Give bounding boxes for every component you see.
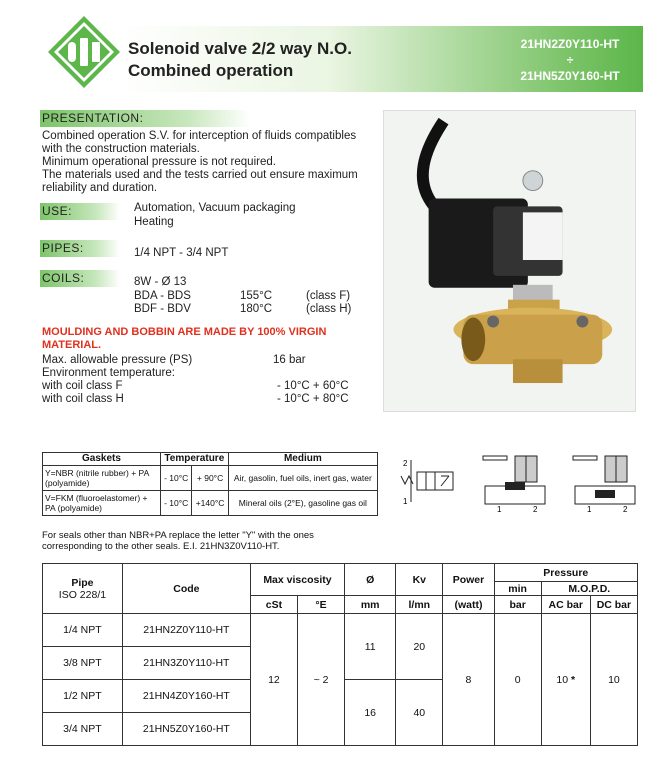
gaskets-table bbox=[42, 452, 378, 516]
material-warning bbox=[42, 326, 326, 352]
gasket-cell: Y=NBR (nitrile rubber) + PA (polyamide) bbox=[43, 466, 161, 491]
code-separator: ÷ bbox=[566, 53, 574, 67]
medium-header: Medium bbox=[228, 453, 377, 466]
presentation-line: with the construction materials. bbox=[42, 143, 200, 155]
pipe-cell: 1/2 NPT bbox=[43, 680, 123, 713]
coil-row-name: BDA - BDS bbox=[134, 290, 191, 302]
note-line-1: For seals other than NBR+PA replace the letter "Y" with the ones bbox=[42, 530, 314, 541]
code-cell: 21HN3Z0Y110-HT bbox=[122, 647, 250, 680]
tmax-cell: + 90°C bbox=[192, 466, 228, 491]
pipes-value: 1/4 NPT - 3/4 NPT bbox=[134, 247, 229, 259]
ac-footnote-marker: * bbox=[570, 673, 576, 686]
min-header: min bbox=[494, 582, 541, 596]
section-diagram-off bbox=[475, 452, 555, 512]
coil-row-name: BDF - BDV bbox=[134, 303, 191, 315]
port-2-label: 2 bbox=[533, 505, 538, 512]
tmax-cell: +140°C bbox=[192, 491, 228, 516]
pipe-cell: 3/8 NPT bbox=[43, 647, 123, 680]
use-line-1: Automation, Vacuum packaging bbox=[134, 202, 296, 214]
gaskets-header: Gaskets bbox=[43, 453, 161, 466]
code-range bbox=[510, 36, 630, 84]
coils-line-1: 8W - Ø 13 bbox=[134, 276, 187, 288]
section-use: USE: bbox=[40, 203, 120, 220]
kv-cell: 20 bbox=[396, 614, 443, 680]
presentation-line: The materials used and the tests carried out ensure maximum bbox=[42, 169, 358, 181]
note-line-2: corresponding to the other seals. E.I. 21HN3Z0V110-HT. bbox=[42, 541, 280, 552]
coil-row-temp: 155°C bbox=[240, 290, 273, 302]
dc-cell: 10 bbox=[590, 614, 637, 746]
pipe-cell: 3/4 NPT bbox=[43, 713, 123, 746]
gasket-cell: V=FKM (fluoroelastomer) + PA (polyamide) bbox=[43, 491, 161, 516]
code-cell: 21HN4Z0Y160-HT bbox=[122, 680, 250, 713]
port-1-label: 1 bbox=[497, 505, 502, 512]
section-diagram-on bbox=[565, 452, 645, 512]
diameter-header: Ø bbox=[345, 564, 396, 596]
kv-header: Kv bbox=[396, 564, 443, 596]
pressure-header: Pressure bbox=[494, 564, 637, 582]
warning-line-2: MATERIAL. bbox=[42, 339, 102, 351]
code-to: 21HN5Z0Y160-HT bbox=[520, 69, 620, 83]
kv-cell: 40 bbox=[396, 680, 443, 746]
seal-note bbox=[42, 530, 377, 552]
coil-row-temp: 180°C bbox=[240, 303, 273, 315]
diameter-cell: 11 bbox=[345, 614, 396, 680]
warning-line-1: MOULDING AND BOBBIN ARE MADE BY 100% VIRGIN bbox=[42, 326, 327, 338]
valve-symbol-diagram bbox=[395, 456, 465, 506]
port-2-label: 2 bbox=[403, 459, 408, 468]
mm-header: mm bbox=[345, 596, 396, 614]
viscosity-header: Max viscosity bbox=[250, 564, 344, 596]
e-header: °E bbox=[297, 596, 344, 614]
presentation-text bbox=[42, 130, 382, 195]
port-1-label: 1 bbox=[403, 497, 408, 506]
use-line-2: Heating bbox=[134, 216, 174, 228]
coil-h-value: - 10°C + 80°C bbox=[277, 393, 349, 405]
ps-label: Max. allowable pressure (PS) bbox=[42, 354, 193, 366]
product-photo bbox=[383, 110, 636, 412]
bar-header: bar bbox=[494, 596, 541, 614]
tmin-cell: - 10°C bbox=[161, 466, 192, 491]
ac-cell bbox=[541, 614, 590, 746]
presentation-line: Combined operation S.V. for interception of fluids compatibles bbox=[42, 130, 357, 142]
env-temp-label: Environment temperature: bbox=[42, 367, 175, 379]
temperature-header: Temperature bbox=[161, 453, 229, 466]
min-cell: 0 bbox=[494, 614, 541, 746]
code-cell: 21HN2Z0Y110-HT bbox=[122, 614, 250, 647]
dc-header: DC bar bbox=[590, 596, 637, 614]
title-line-2: Combined operation bbox=[128, 61, 294, 80]
section-presentation: PRESENTATION: bbox=[40, 110, 250, 127]
diameter-cell: 16 bbox=[345, 680, 396, 746]
code-cell: 21HN5Z0Y160-HT bbox=[122, 713, 250, 746]
ac-value: 10 bbox=[556, 673, 569, 686]
coil-h-label: with coil class H bbox=[42, 393, 124, 405]
cst-header: cSt bbox=[250, 596, 297, 614]
power-cell: 8 bbox=[443, 614, 494, 746]
power-header: Power bbox=[443, 564, 494, 596]
mopd-header: M.O.P.D. bbox=[541, 582, 637, 596]
coil-f-value: - 10°C + 60°C bbox=[277, 380, 349, 392]
ps-value: 16 bar bbox=[273, 354, 306, 366]
pipe-header-sub: ISO 228/1 bbox=[58, 588, 107, 601]
port-2-label: 2 bbox=[623, 505, 628, 512]
coil-f-label: with coil class F bbox=[42, 380, 123, 392]
tmin-cell: - 10°C bbox=[161, 491, 192, 516]
section-coils: COILS: bbox=[40, 270, 120, 287]
company-logo bbox=[46, 14, 122, 90]
code-header: Code bbox=[122, 564, 250, 614]
title-line-1: Solenoid valve 2/2 way N.O. bbox=[128, 39, 352, 58]
pipe-cell: 1/4 NPT bbox=[43, 614, 123, 647]
pipe-header-label: Pipe bbox=[71, 576, 94, 589]
presentation-line: reliability and duration. bbox=[42, 182, 158, 194]
port-1-label: 1 bbox=[587, 505, 592, 512]
pipe-header bbox=[43, 564, 123, 614]
lmn-header: l/mn bbox=[396, 596, 443, 614]
models-table bbox=[42, 563, 638, 746]
watt-header: (watt) bbox=[443, 596, 494, 614]
code-from: 21HN2Z0Y110-HT bbox=[520, 37, 620, 51]
coil-row-class: (class F) bbox=[306, 290, 351, 302]
e-cell: ~ 2 bbox=[297, 614, 344, 746]
section-pipes: PIPES: bbox=[40, 240, 120, 257]
cst-cell: 12 bbox=[250, 614, 297, 746]
coil-row-class: (class H) bbox=[306, 303, 352, 315]
medium-cell: Air, gasolin, fuel oils, inert gas, water bbox=[228, 466, 377, 491]
presentation-line: Minimum operational pressure is not required. bbox=[42, 156, 276, 168]
page-title bbox=[128, 38, 352, 82]
ac-header: AC bar bbox=[541, 596, 590, 614]
medium-cell: Mineral oils (2°E), gasoline gas oil bbox=[228, 491, 377, 516]
